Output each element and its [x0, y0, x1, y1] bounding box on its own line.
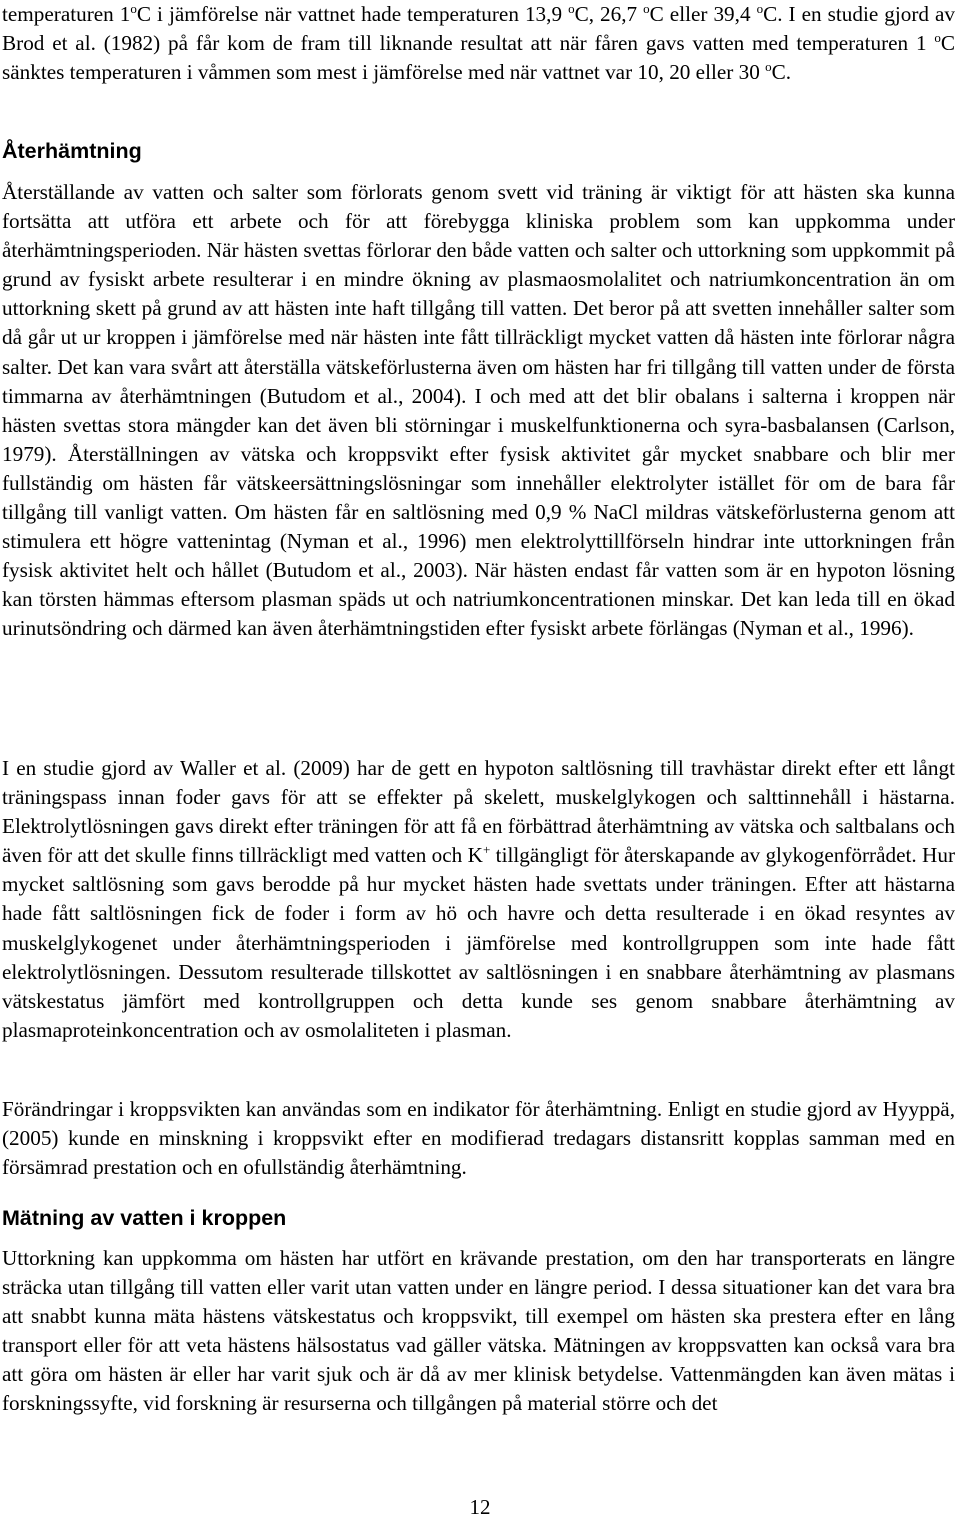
- degree-symbol: o: [568, 1, 575, 17]
- intro-text-2: C i jämförelse när vattnet hade temperaturen 13,9: [136, 2, 563, 26]
- degree-symbol: o: [643, 1, 650, 17]
- potassium-ion-sup: +: [482, 842, 491, 858]
- matning-paragraph-1: Uttorkning kan uppkomma om hästen har utfört en krävande prestation, om den har transporterats en längre sträcka utan tillgång till vatten eller varit utan vatten under en längre period. I dessa situationer kan det vara bra att snabbt kunna mäta hästens vätskestatus och kroppsvikt, till exempel om hästen ska prestera efter en lång transport eller för att veta hästens hälsostatus vad gäller vätska. Mätningen av kroppsvatten kan också vara bra att göra om hästen är eller har varit sjuk och är då av mer klinisk betydelse. Vattenmängden kan även mätas i forskningssyfte, vid forskning är resurserna och tillgången på material större och det: [2, 1246, 955, 1416]
- aterhamtning-paragraph-2-part-2: tillgängligt för återskapande av glykogenförrådet. Hur mycket saltlösning som gavs berodde på hur mycket hästen hade svettats under träningen. Efter att hästarna hade fått saltlösningen fick de foder i form av hö och havre och detta resulterade i en ökad resyntes av muskelglykogenet under återhämtningsperioden i jämförelse med kontrollgruppen som inte hade fått elektrolytlösningen. Dessutom resulterade tillskottet av saltlösningen i en snabbare återhämtning av plasmans vätskestatus jämfört med kontrollgruppen och detta kunde ses genom snabbare återhämtning av plasmaproteinkoncentration och av osmolaliteten i plasman.: [2, 843, 955, 1042]
- aterhamtning-paragraph-1: Återställande av vatten och salter som förlorats genom svett vid träning är viktigt för att hästen ska kunna fortsätta att utföra ett arbete och för att förebygga kliniska problem som kan uppkomma under återhämtningsperioden. När hästen svettas förlorar den både vatten och salter och uttorkning som uppkommit på grund av fysiskt arbete resulterar i en mindre ökning av plasmaosmolalitet och natriumkoncentration än om uttorkning skett på grund av att hästen inte haft tillgång till vatten. Det beror på att svetten innehåller salter som då går ut ur kroppen i jämförelse med när hästen inte fått tillräckligt mycket vatten då hästen inte förlorar några salter. Det kan vara svårt att återställa vätskeförlusterna även om hästen har fri tillgång till vatten under de första timmarna av återhämtningen (Butudom et al., 2004). I och med att det blir obalans i salterna i kroppen när hästen svettas stora mängder kan det även bli störningar i muskelfunktionerna och syra-basbalansen (Carlson, 1979). Återställningen av vätska och kroppsvikt efter fysisk aktivitet går mycket snabbare och blir mer fullständig om hästen får vätskeersättningslösningar som innehåller elektrolyter istället för om de bara får tillgång till vanligt vatten. Om hästen får en saltlösning med 0,9 % NaCl mildras vätskeförlusterna genom att stimulera ett högre vattenintag (Nyman et al., 1996) men elektrolyttillförseln hindrar inte uttorkningen från fysisk aktivitet helt och hållet (Butudom et al., 2003). När hästen endast får vatten som är en hypoton lösning kan törsten hämmas eftersom plasman späds ut och natriumkoncentrationen minskar. Det kan leda till en ökad urinutsöndring och därmed kan även återhämtningstiden efter fysiskt arbete förlängas (Nyman et al., 1996).: [2, 180, 955, 641]
- degree-symbol: o: [756, 1, 764, 17]
- degree-symbol: o: [934, 30, 941, 46]
- intro-text-5: C. I en studie gjord av Brod et al. (1982) på får kom de fram till liknande resultat att när fåren gavs vatten med temperaturen 1: [2, 2, 956, 56]
- aterhamtning-paragraph-2: [2, 754, 955, 1045]
- intro-text-6: C sänktes temperaturen i våmmen som mest i jämförelse med när vattnet var 10, 20 eller 30: [2, 31, 956, 85]
- intro-text-7: C.: [771, 60, 792, 85]
- degree-symbol: o: [765, 59, 772, 75]
- page-number: 12: [469, 1495, 491, 1519]
- intro-text-1: temperaturen 1: [2, 2, 131, 26]
- section-heading-matning: Mätning av vatten i kroppen: [2, 1206, 287, 1230]
- aterhamtning-paragraph-2-part-1: I en studie gjord av Waller et al. (2009) har de gett en hypoton saltlösning till travhästar direkt efter ett långt träningspass innan foder gavs för att se effekter på skelett, muskelglykogen och salttinnehåll i hästarna. Elektrolytlösningen gavs direkt efter träningen för att få en förbättrad återhämtning av vätska och saltbalans och även för att det skulle finns tillräckligt med vatten och K: [2, 756, 955, 868]
- intro-text-3: C, 26,7: [574, 2, 638, 26]
- section-heading-aterhamtning: Återhämtning: [2, 139, 142, 163]
- intro-text-4: C eller 39,4: [649, 2, 751, 26]
- intro-paragraph: [2, 0, 955, 87]
- degree-symbol: o: [130, 1, 137, 17]
- aterhamtning-paragraph-3: Förändringar i kroppsvikten kan användas som en indikator för återhämtning. Enligt en studie gjord av Hyyppä, (2005) kunde en minskning i kroppsvikt efter en modifierad tredagars distansritt kopplas samman med en försämrad prestation och en ofullständig återhämtning.: [2, 1097, 955, 1180]
